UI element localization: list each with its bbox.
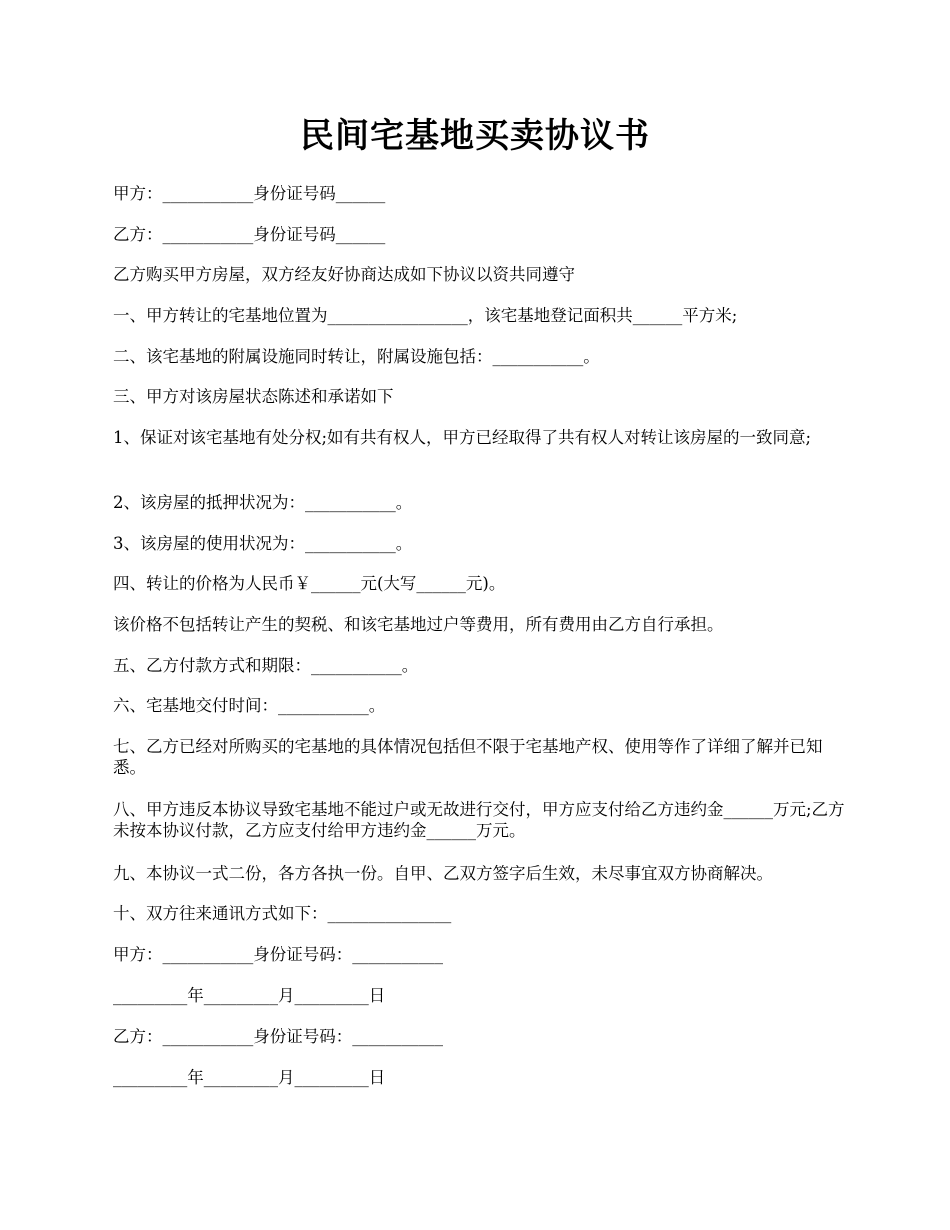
signature-party-b: 乙方：___________身份证号码：___________	[113, 1027, 443, 1046]
party-b-line: 乙方：___________身份证号码______	[113, 225, 386, 244]
document-title: 民间宅基地买卖协议书	[300, 116, 650, 156]
signature-date-b: _________年_________月_________日	[113, 1068, 386, 1087]
party-a-line: 甲方：___________身份证号码______	[113, 184, 386, 203]
clause-10: 十、双方往来通讯方式如下：_______________	[113, 904, 452, 923]
clause-8: 八、甲方违反本协议导致宅基地不能过户或无故进行交付，甲方应支付给乙方违约金______万元;乙方未按本协议付款，乙方应支付给甲方违约金______万元。	[113, 800, 845, 840]
clause-1: 一、甲方转让的宅基地位置为_________________，该宅基地登记面积共______平方米;	[113, 306, 738, 325]
clause-3-item-1: 1、保证对该宅基地有处分权;如有共有权人，甲方已经取得了共有权人对转让该房屋的一致同意;	[113, 428, 812, 447]
clause-4-note: 该价格不包括转让产生的契税、和该宅基地过户等费用，所有费用由乙方自行承担。	[113, 615, 724, 634]
clause-3-item-3: 3、该房屋的使用状况为：___________。	[113, 534, 413, 553]
clause-6: 六、宅基地交付时间：___________。	[113, 696, 386, 715]
clause-4: 四、转让的价格为人民币￥______元(大写______元)。	[113, 574, 506, 593]
preamble: 乙方购买甲方房屋，双方经友好协商达成如下协议以资共同遵守	[113, 265, 575, 284]
signature-party-a: 甲方：___________身份证号码：___________	[113, 945, 443, 964]
clause-9: 九、本协议一式二份，各方各执一份。自甲、乙双方签字后生效，未尽事宜双方协商解决。	[113, 864, 773, 883]
clause-5: 五、乙方付款方式和期限：___________。	[113, 656, 419, 675]
signature-date-a: _________年_________月_________日	[113, 986, 386, 1005]
clause-3: 三、甲方对该房屋状态陈述和承诺如下	[113, 387, 394, 406]
clause-2: 二、该宅基地的附属设施同时转让，附属设施包括：___________。	[113, 347, 600, 366]
clause-7: 七、乙方已经对所购买的宅基地的具体情况包括但不限于宅基地产权、使用等作了详细了解并已知悉。	[113, 737, 823, 777]
clause-3-item-2: 2、该房屋的抵押状况为：___________。	[113, 493, 413, 512]
